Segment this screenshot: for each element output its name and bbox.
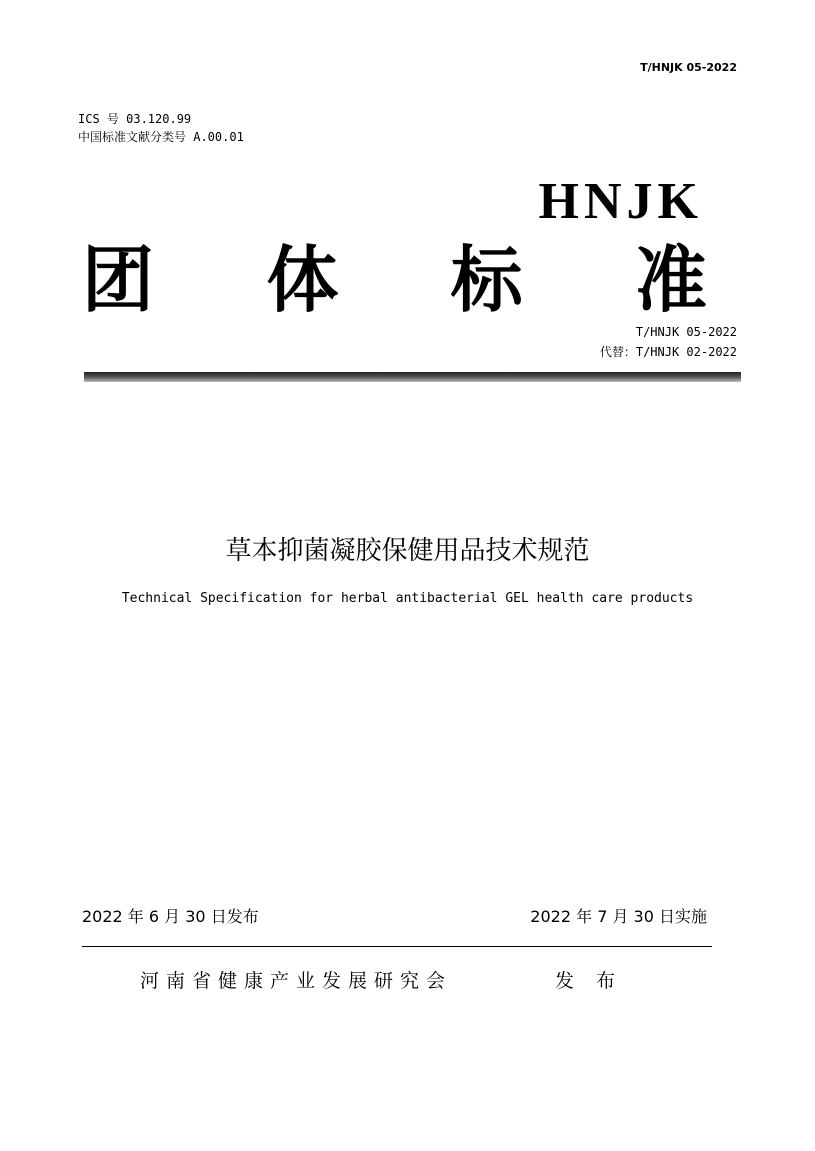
- org-abbreviation: HNJK: [538, 173, 703, 230]
- document-title-en: Technical Specification for herbal antibacterial GEL health care products: [121, 591, 694, 606]
- standard-type-title: [82, 240, 707, 320]
- issue-label: 发布: [555, 970, 638, 992]
- top-standard-code: T/HNJK 05-2022: [640, 61, 737, 74]
- footer-rule: [82, 946, 712, 947]
- publish-date: 2022 年 6 月 30 日发布: [82, 907, 259, 926]
- document-title-cn: 草本抑菌凝胶保健用品技术规范: [225, 536, 590, 566]
- title-char: 团: [82, 238, 155, 322]
- issuing-organization: 河南省健康产业发展研究会: [140, 970, 453, 992]
- standard-number: T/HNJK 05-2022: [635, 325, 737, 339]
- ics-number: ICS 号 03.120.99: [78, 112, 192, 126]
- title-char: 标: [450, 238, 523, 322]
- replaces-number: 代替：T/HNJK 02-2022: [599, 345, 737, 359]
- standard-number-block: [600, 322, 737, 362]
- ccs-number: 中国标准文献分类号 A.00.01: [78, 130, 244, 144]
- classification-block: [78, 110, 244, 146]
- title-char: 准: [634, 238, 707, 322]
- title-char: 体: [266, 238, 339, 322]
- implement-date: 2022 年 7 月 30 日实施: [530, 907, 707, 926]
- header-divider-bar: [84, 372, 741, 382]
